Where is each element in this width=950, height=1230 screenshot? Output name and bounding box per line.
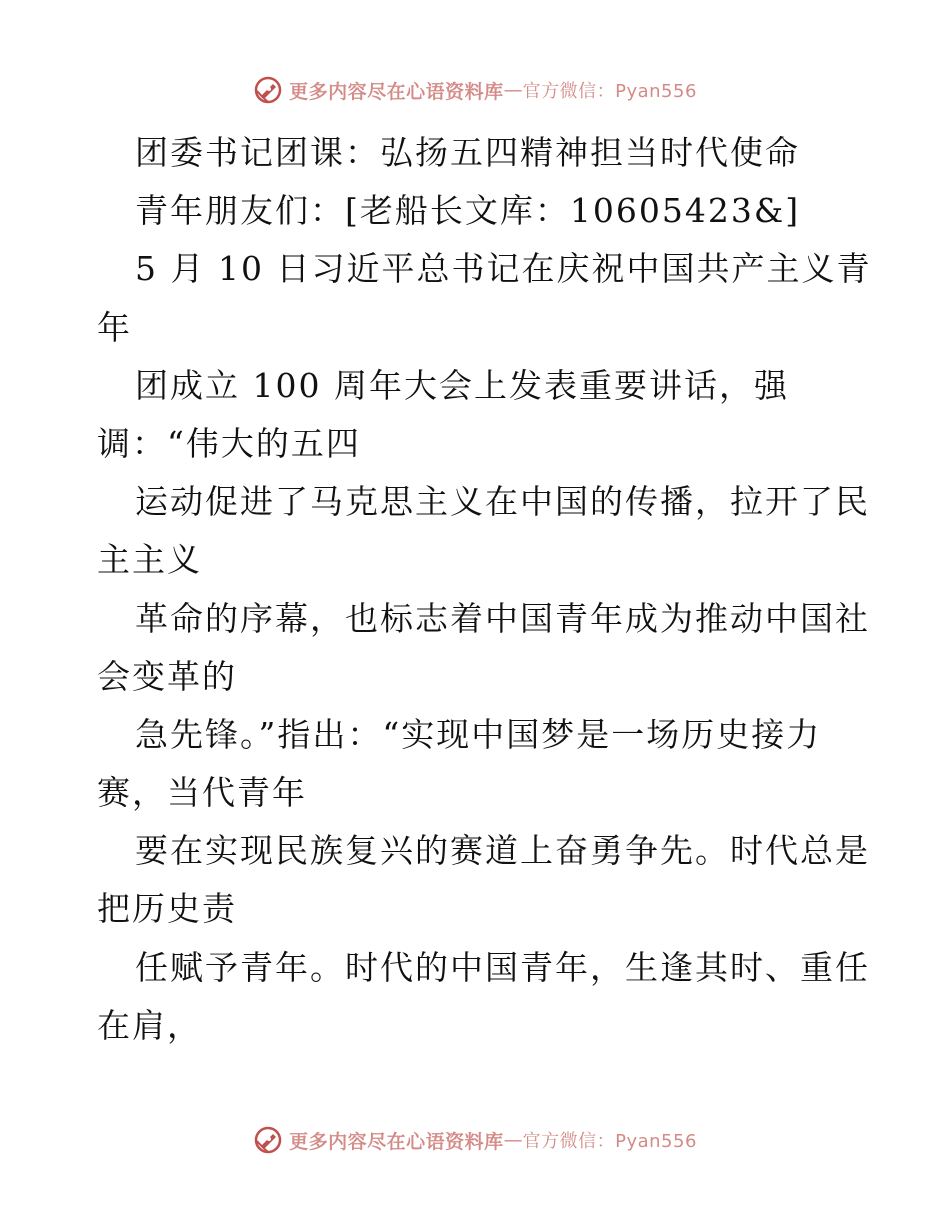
banner-separator: —: [503, 79, 523, 101]
text-line: 赛，当代青年: [97, 773, 307, 813]
pen-nib-circle-icon: [253, 75, 283, 105]
text-line: 运动促进了马克思主义在中国的传播，拉开了民: [135, 482, 870, 522]
text-line: 团委书记团课：弘扬五四精神担当时代使命: [135, 133, 800, 172]
text-line: 会变革的: [97, 656, 237, 696]
text-line: 团成立 100 周年大会上发表重要讲话，强: [135, 365, 789, 405]
banner-contact-text: 官方微信：Pyan556: [522, 1131, 697, 1152]
text-line: 5 月 10 日习近平总书记在庆祝中国共产主义青: [135, 249, 872, 289]
text-line: 调：“伟大的五四: [97, 423, 361, 463]
banner-brand-text: 更多内容尽在心语资料库: [289, 1130, 504, 1153]
text-line: 要在实现民族复兴的赛道上奋勇争先。时代总是: [135, 831, 870, 871]
text-line: 年: [97, 307, 132, 347]
header-watermark-banner: [0, 70, 950, 110]
document-body: [97, 124, 872, 1055]
text-line: 主主义: [97, 540, 202, 580]
pen-nib-circle-icon: [253, 1125, 283, 1155]
banner-separator: —: [503, 1129, 523, 1151]
text-line: 把历史责: [97, 889, 237, 929]
banner-brand-text: 更多内容尽在心语资料库: [289, 80, 504, 103]
text-line: 革命的序幕，也标志着中国青年成为推动中国社: [135, 598, 870, 638]
text-line: 急先锋。”指出：“实现中国梦是一场历史接力: [135, 714, 822, 754]
text-line: 任赋予青年。时代的中国青年，生逢其时、重任: [135, 947, 870, 987]
text-line: 青年朋友们：[老船长文库：10605423&]: [135, 191, 801, 231]
text-line: 在肩，: [97, 1005, 202, 1045]
banner-contact-text: 官方微信：Pyan556: [522, 81, 697, 102]
footer-watermark-banner: [0, 1120, 950, 1160]
